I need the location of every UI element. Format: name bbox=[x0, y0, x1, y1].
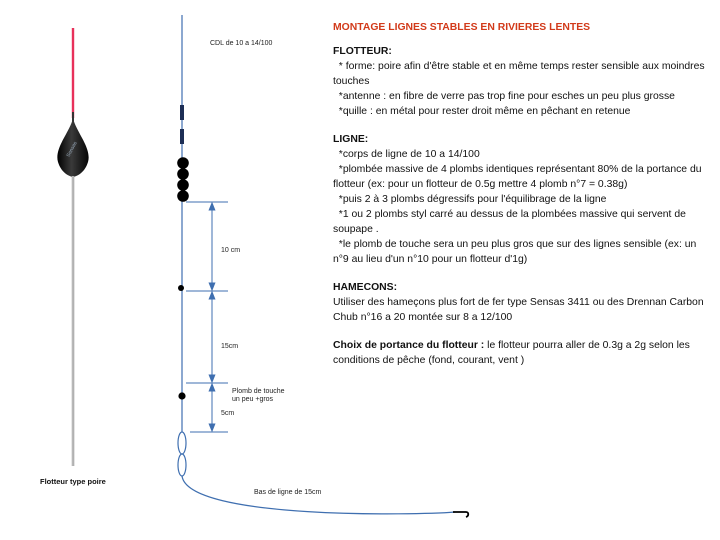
float-antenna bbox=[72, 28, 74, 118]
text-panel bbox=[333, 20, 713, 368]
bottom-line-label: Bas de ligne de 15cm bbox=[254, 489, 322, 496]
dim-10cm-label: 10 cm bbox=[221, 247, 241, 254]
choice-label: Choix de portance du flotteur : bbox=[333, 340, 485, 351]
bulk-shot bbox=[177, 168, 189, 180]
section-text: Utiliser des hameçons plus fort de fer type Sensas 3411 ou des Drennan Carbon Chub n°16 a 20 montée sur 8 a 12/100 bbox=[333, 297, 704, 323]
pear-float bbox=[57, 28, 88, 466]
styl-weight bbox=[180, 105, 184, 120]
section-hamecons bbox=[333, 280, 713, 325]
section-text: *le plomb de touche sera un peu plus gros que sur des lignes sensible (ex: un n°9 au lieu d'un n°10 pour un flotteur d'1g) bbox=[333, 239, 697, 265]
section-text: *antenne : en fibre de verre pas trop fine pour esches un peu plus grosse bbox=[333, 91, 675, 102]
section-heading: LIGNE: bbox=[333, 134, 369, 145]
bulk-shot bbox=[177, 190, 189, 202]
page-title: MONTAGE LIGNES STABLES EN RIVIERES LENTES bbox=[333, 22, 591, 33]
hook bbox=[453, 512, 468, 517]
bulk-shot bbox=[177, 179, 189, 191]
section-text: *puis 2 à 3 plombs dégressifs pour l'équilibrage de la ligne bbox=[333, 194, 607, 205]
touch-shot bbox=[178, 392, 185, 399]
dropper-shot bbox=[178, 285, 184, 291]
choice-text: le flotteur pourra aller de 0.3g a 2g selon les conditions de pêche (fond, courant, vent ) bbox=[333, 340, 690, 366]
section-text: *corps de ligne de 10 a 14/100 bbox=[333, 149, 480, 160]
section-flotteur bbox=[333, 44, 713, 119]
section-heading: FLOTTEUR: bbox=[333, 46, 392, 57]
dimension-markers bbox=[186, 202, 228, 432]
bulk-shot bbox=[177, 157, 189, 169]
section-ligne bbox=[333, 132, 713, 267]
connection-loop bbox=[178, 432, 186, 454]
section-heading: HAMECONS: bbox=[333, 282, 398, 293]
dim-15cm-label: 15cm bbox=[221, 343, 239, 350]
float-keel bbox=[72, 176, 74, 466]
styl-weight bbox=[180, 129, 184, 144]
section-text: * forme: poire afin d'être stable et en même temps rester sensible aux moindres touches bbox=[333, 61, 705, 87]
float-caption: Flotteur type poire bbox=[40, 477, 106, 486]
section-text: *1 ou 2 plombs styl carré au dessus de la plombées massive qui servent de soupape . bbox=[333, 209, 686, 235]
float-brand: Sensas bbox=[65, 140, 79, 159]
section-choix bbox=[333, 338, 713, 368]
connection-loop bbox=[178, 454, 186, 476]
section-text: *quille : en métal pour rester droit même en pêchant en retenue bbox=[333, 106, 631, 117]
section-text: *plombée massive de 4 plombs identiques représentant 80% de la portance du flotteur (ex: pour un flotteur de 0.5g mettre 4 plomb n°7 = 0.38g) bbox=[333, 164, 702, 190]
dim-5cm-label: 5cm bbox=[221, 410, 235, 417]
touch-weight-label: Plomb de touche un peu +gros bbox=[232, 388, 285, 404]
line-label: CDL de 10 a 14/100 bbox=[210, 40, 273, 47]
